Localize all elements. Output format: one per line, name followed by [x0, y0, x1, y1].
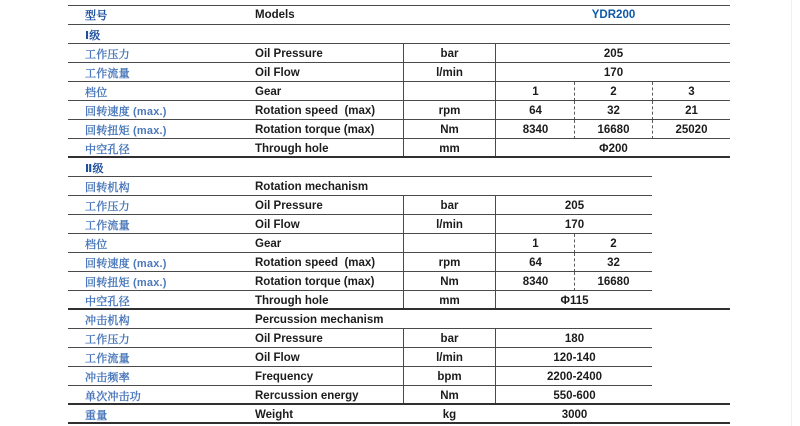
row-value: 2200-2400 — [547, 370, 602, 383]
row-value: 8340 — [522, 123, 549, 136]
row-unit: Nm — [403, 272, 496, 291]
row-label-en: Oil Pressure — [255, 199, 323, 212]
row-label-en: Through hole — [255, 294, 329, 307]
row-value: 1 — [532, 237, 539, 250]
row-value: Φ200 — [599, 142, 628, 155]
row-value: 3 — [652, 82, 730, 101]
row-unit: bar — [403, 44, 496, 63]
row-value: 2 — [574, 82, 652, 101]
row-label-zh: 回转扭矩 (max.) — [85, 276, 167, 289]
table-row — [68, 348, 730, 367]
row-label-en: Oil Pressure — [255, 332, 323, 345]
row-label-en: Rotation torque (max) — [255, 123, 375, 136]
row-values — [497, 329, 652, 348]
row-value: 32 — [574, 101, 652, 120]
row-label-en: Weight — [255, 408, 294, 421]
row-label-zh: 重量 — [85, 409, 108, 422]
table-row — [68, 82, 730, 101]
row-label-zh: 工作流量 — [85, 67, 130, 80]
table-row — [68, 44, 730, 63]
row-unit: Nm — [403, 120, 496, 139]
model-value: YDR200 — [591, 9, 636, 21]
table-row — [68, 386, 730, 405]
row-label-en: Oil Pressure — [255, 47, 323, 60]
row-value: 170 — [603, 66, 624, 79]
table-row — [68, 291, 730, 310]
row-value: 2 — [574, 234, 652, 253]
table-row — [68, 63, 730, 82]
spec-table — [68, 5, 730, 424]
row-value: 170 — [564, 218, 585, 231]
row-label-zh: 中空孔径 — [85, 143, 130, 156]
row-label-zh: 回转速度 (max.) — [85, 257, 167, 270]
row-label-zh: 单次冲击功 — [85, 390, 141, 403]
row-values — [497, 348, 652, 367]
row-unit: bar — [403, 196, 496, 215]
table-row — [68, 253, 730, 272]
row-value: 550-600 — [553, 389, 596, 402]
row-unit: l/min — [403, 348, 496, 367]
table-row — [68, 196, 730, 215]
row-label-en: Oil Flow — [255, 218, 300, 231]
table-row — [68, 405, 730, 424]
row-value: 64 — [529, 256, 542, 269]
row-label-zh: 档位 — [85, 238, 108, 251]
row-values — [497, 234, 652, 253]
row-unit: kg — [442, 408, 457, 421]
row-rule — [68, 422, 730, 424]
table-row — [68, 101, 730, 120]
row-values — [497, 367, 652, 386]
row-value: 21 — [652, 101, 730, 120]
row-unit — [403, 234, 496, 253]
table-row — [68, 158, 730, 177]
row-label-zh: 冲击频率 — [85, 371, 130, 384]
row-unit: mm — [403, 139, 496, 158]
row-label-en: Frequency — [255, 370, 314, 383]
row-label-en: Rotation mechanism — [255, 180, 369, 193]
row-label-en: Rotation speed (max) — [255, 104, 376, 117]
row-unit: rpm — [403, 253, 496, 272]
row-values — [497, 44, 730, 63]
row-label-zh: 冲击机构 — [85, 314, 130, 327]
row-label-zh: Ⅰ级 — [85, 29, 101, 42]
row-values — [497, 82, 730, 101]
row-values — [497, 272, 652, 291]
row-value: 3000 — [561, 408, 588, 421]
row-values — [497, 101, 730, 120]
row-label-en: Models — [255, 9, 295, 21]
table-row — [68, 177, 730, 196]
row-label-zh: 回转机构 — [85, 181, 130, 194]
table-row — [68, 139, 730, 158]
table-row — [68, 25, 730, 44]
row-label-zh: 工作压力 — [85, 200, 130, 213]
row-label-zh: 工作流量 — [85, 219, 130, 232]
row-label-en: Gear — [255, 237, 282, 250]
row-label-zh: 中空孔径 — [85, 295, 130, 308]
row-unit: bar — [403, 329, 496, 348]
row-values — [497, 120, 730, 139]
row-label-zh: 工作流量 — [85, 352, 130, 365]
table-row — [68, 367, 730, 386]
row-unit: l/min — [403, 215, 496, 234]
table-row — [68, 310, 730, 329]
row-value: 64 — [529, 104, 542, 117]
row-values — [497, 215, 652, 234]
table-row — [68, 120, 730, 139]
row-unit: rpm — [403, 101, 496, 120]
table-row — [68, 272, 730, 291]
row-label-en: Gear — [255, 85, 282, 98]
page-edge-divider — [791, 0, 792, 426]
row-value: 8340 — [522, 275, 549, 288]
row-label-en: Percussion mechanism — [255, 313, 384, 326]
table-row — [68, 234, 730, 253]
row-value: 180 — [564, 332, 585, 345]
row-label-zh: Ⅱ级 — [85, 162, 104, 175]
row-value: Φ115 — [560, 294, 589, 307]
row-values — [497, 253, 652, 272]
row-unit: Nm — [403, 386, 496, 405]
row-label-zh: 回转速度 (max.) — [85, 105, 167, 118]
row-label-zh: 型号 — [85, 10, 108, 22]
row-value: 120-140 — [553, 351, 596, 364]
row-value: 32 — [574, 253, 652, 272]
table-row — [68, 215, 730, 234]
row-value: 205 — [564, 199, 585, 212]
row-value: 16680 — [574, 120, 652, 139]
row-unit: l/min — [403, 63, 496, 82]
row-values — [497, 63, 730, 82]
row-label-en: Rotation torque (max) — [255, 275, 375, 288]
row-label-zh: 回转扭矩 (max.) — [85, 124, 167, 137]
row-label-en: Rotation speed (max) — [255, 256, 376, 269]
row-label-zh: 档位 — [85, 86, 108, 99]
row-label-en: Through hole — [255, 142, 329, 155]
row-label-en: Oil Flow — [255, 351, 300, 364]
row-label-zh: 工作压力 — [85, 333, 130, 346]
row-values — [497, 196, 652, 215]
row-label-zh: 工作压力 — [85, 48, 130, 61]
row-value: 205 — [603, 47, 624, 60]
row-value: 25020 — [652, 120, 730, 139]
row-label-en: Rercussion energy — [255, 389, 359, 402]
row-unit — [403, 82, 496, 101]
row-unit: bpm — [403, 367, 496, 386]
row-values — [497, 5, 730, 25]
row-unit: mm — [403, 291, 496, 310]
row-value: 16680 — [574, 272, 652, 291]
table-row — [68, 329, 730, 348]
table-row — [68, 5, 730, 25]
row-label-en: Oil Flow — [255, 66, 300, 79]
row-value: 1 — [532, 85, 539, 98]
